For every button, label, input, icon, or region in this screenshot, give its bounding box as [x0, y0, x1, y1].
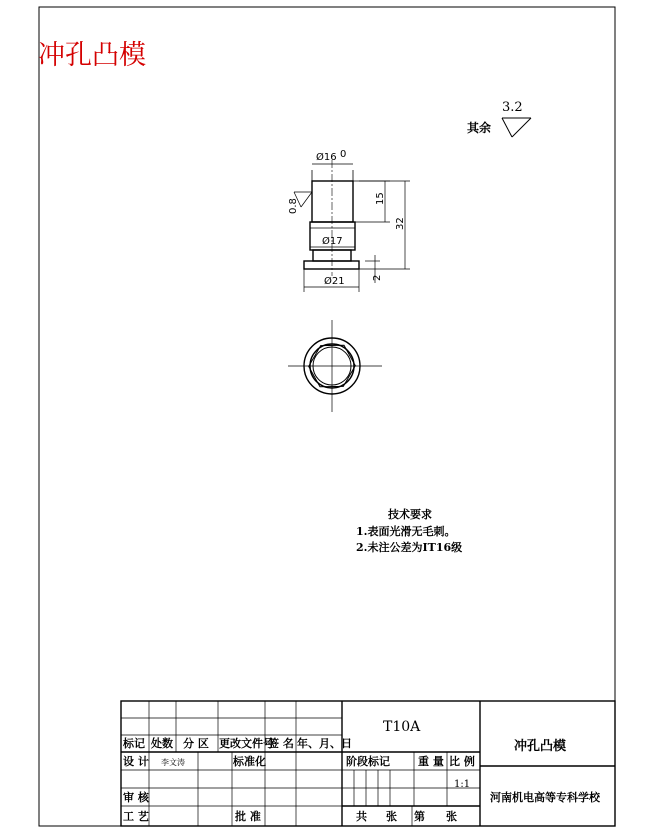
- dim-bottom-height: 2: [372, 274, 383, 281]
- technical-requirements: [356, 507, 462, 554]
- punch-top-view: [288, 320, 382, 412]
- header-date: 年、月、日: [297, 737, 352, 750]
- dim-height-32: 32: [395, 217, 406, 230]
- dim-height-15: 15: [375, 192, 386, 205]
- label-sheets-1: 张: [386, 810, 397, 823]
- punch-front-view: [304, 160, 359, 276]
- roughness-other-label: 其余: [467, 121, 492, 135]
- label-design: 设 计: [123, 755, 149, 768]
- label-sheets-2: 张: [446, 810, 457, 823]
- header-zone: 分 区: [183, 737, 209, 750]
- dim-mid-diameter: Ø17: [322, 236, 343, 247]
- header-count: 处数: [151, 737, 173, 750]
- label-total: 共: [356, 810, 367, 823]
- label-scale: 比 例: [449, 755, 475, 768]
- label-stage-mark: 阶段标记: [346, 755, 390, 768]
- header-signature: 签 名: [268, 737, 294, 750]
- scale-value: 1:1: [454, 779, 471, 790]
- label-weight: 重 量: [418, 755, 444, 768]
- label-process: 工 艺: [123, 810, 149, 823]
- label-review: 审 核: [123, 791, 149, 804]
- sheet-border: [39, 7, 615, 826]
- dim-top-diameter: Ø16: [316, 152, 337, 163]
- tech-req-item-2: 2.未注公差为IT16级: [356, 541, 463, 554]
- drawing-title: 冲孔凸模: [38, 40, 146, 71]
- designer-name: 李文涛: [161, 758, 185, 767]
- tech-req-item-1: 1.表面光滑无毛刺。: [356, 525, 456, 538]
- dim-top-tolerance: 0: [340, 149, 347, 160]
- header-change-doc: 更改文件号: [219, 737, 274, 750]
- roughness-value: 3.2: [502, 100, 523, 115]
- tech-req-title: 技术要求: [388, 508, 432, 521]
- header-mark: 标记: [123, 737, 145, 750]
- material-text: T10A: [383, 719, 421, 735]
- label-sheet-no: 第: [414, 810, 425, 823]
- dim-bottom-diameter: Ø21: [324, 276, 345, 287]
- label-approve: 批 准: [235, 810, 261, 823]
- school-name-text: 河南机电高等专科学校: [490, 791, 600, 804]
- roughness-symbol-general: [467, 100, 531, 137]
- part-name-text: 冲孔凸模: [514, 739, 567, 754]
- label-standardize: 标准化: [233, 755, 266, 768]
- dim-local-roughness: 0.8: [288, 198, 299, 214]
